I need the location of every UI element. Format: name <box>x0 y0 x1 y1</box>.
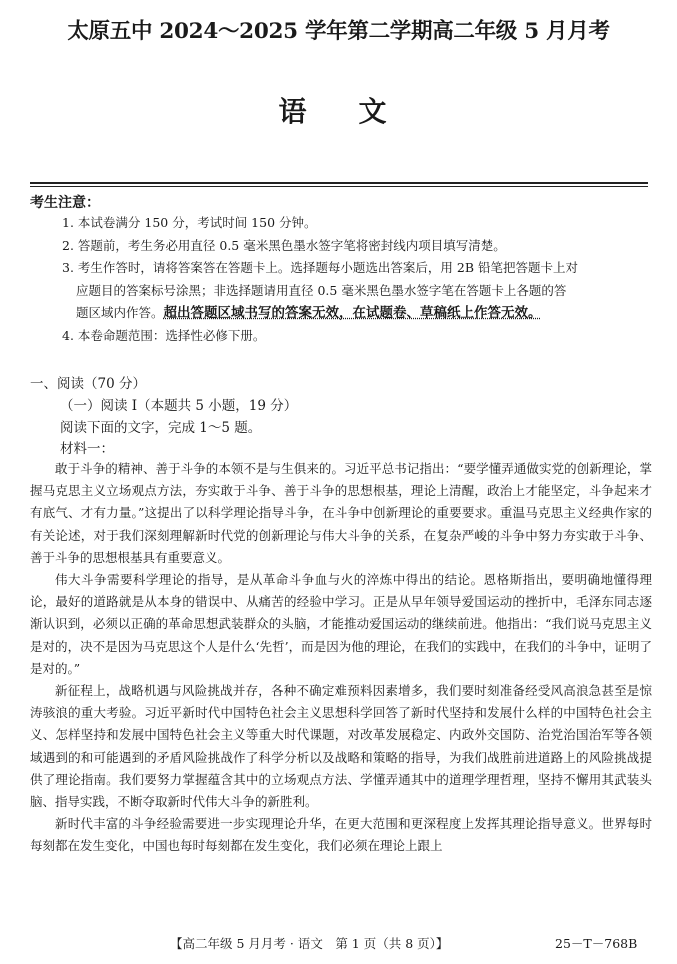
notice-item-3-tail: 题区域内作答。 <box>76 305 164 320</box>
notice-item-2: 2. 答题前，考生务必用直径 0.5 毫米黑色墨水签字笔将密封线内项目填写清楚。 <box>62 237 506 253</box>
footer-page-info: 【高二年级 5 月月考 · 语文 第 1 页（共 8 页）】 <box>170 936 449 951</box>
exam-title: 太原五中 2024～2025 学年第二学期高二年级 5 月月考 <box>67 19 610 44</box>
notice-item-3-cont2 <box>62 302 652 325</box>
notice-item-1: 1. 本试卷满分 150 分，考试时间 150 分钟。 <box>62 215 317 230</box>
footer-code: 25－T－768B <box>555 936 638 951</box>
paragraph: 敢于斗争的精神、善于斗争的本领不是与生俱来的。习近平总书记指出：“要学懂弄通做实党的创新理论，掌握马克思主义立场观点方法，夯实敢于斗争、善于斗争的思想根基，理论上清醒，政治上才能坚定，斗争起来才有底气、才有力量。”这提出了以科学理论指导斗争，在斗争中创新理论的重要要求。重温马克思主义经典作家的有关论述，对于我们深刻理解新时代党的创新理论与伟大斗争的关系，在复杂严峻的斗争中努力夯实敢于斗争、善于斗争的思想根基具有重要意义。 <box>30 461 652 565</box>
paragraph: 伟大斗争需要科学理论的指导，是从革命斗争血与火的淬炼中得出的结论。恩格斯指出，要明确地懂得理论，最好的道路就是从本身的错误中、从痛苦的经验中学习。正是从早年领导爱国运动的挫折中，毛泽东同志逐渐认识到，必须以正确的革命思想武装群众的头脑，才能推动爱国运动的继续前进。他指出：“我们说马克思主义是对的，决不是因为马克思这个人是什么‘先哲’，而是因为他的理论，在我们的实践中，在我们的斗争中，证明了是对的。” <box>30 572 652 676</box>
notice-item-3: 3. 考生作答时，请将答案答在答题卡上。选择题每小题选出答案后，用 2B 铅笔把答题卡上对 <box>62 260 578 275</box>
notice-title: 考生注意： <box>30 195 100 211</box>
subsection-title: （一）阅读 Ⅰ（本题共 5 小题，19 分） <box>60 398 298 414</box>
notice-item-4: 4. 本卷命题范围：选择性必修下册。 <box>62 327 266 343</box>
subject-title: 语文 <box>278 95 439 128</box>
section-title: 一、阅读（70 分） <box>30 376 146 392</box>
paragraph: 新时代丰富的斗争经验需要进一步实现理论升华，在更大范围和更深程度上发挥其理论指导意义。世界每时每刻都在发生变化，中国也每时每刻都在发生变化，我们必须在理论上跟上 <box>30 816 652 854</box>
notice-list <box>62 212 652 347</box>
material-label: 材料一： <box>60 441 114 457</box>
reading-passage <box>30 458 652 858</box>
header-rule-thick <box>30 182 648 184</box>
header-rule-thin <box>30 186 648 187</box>
paragraph: 新征程上，战略机遇与风险挑战并存，各种不确定难预料因素增多，我们要时刻准备经受风高浪急甚至是惊涛骇浪的重大考验。习近平新时代中国特色社会主义思想科学回答了新时代坚持和发展什么样的中国特色社会主义、怎样坚持和发展中国特色社会主义等重大时代课题，对改革发展稳定、内政外交国防、治党治国治军等各领域遇到的和可能遇到的矛盾风险挑战作了科学分析以及战略和策略的指导，为我们战胜前进道路上的风险挑战提供了理论指南。我们要努力掌握蕴含其中的立场观点方法、学懂弄通其中的道理学理哲理，坚持不懈用其武装头脑、指导实践，不断夺取新时代伟大斗争的新胜利。 <box>30 683 652 810</box>
notice-item-3-cont: 应题目的答案标号涂黑；非选择题请用直径 0.5 毫米黑色墨水签字笔在答题卡上各题的答 <box>76 282 567 298</box>
notice-warning: 超出答题区域书写的答案无效，在试题卷、草稿纸上作答无效。 <box>163 305 542 321</box>
instruction: 阅读下面的文字，完成 1～5 题。 <box>60 420 262 436</box>
